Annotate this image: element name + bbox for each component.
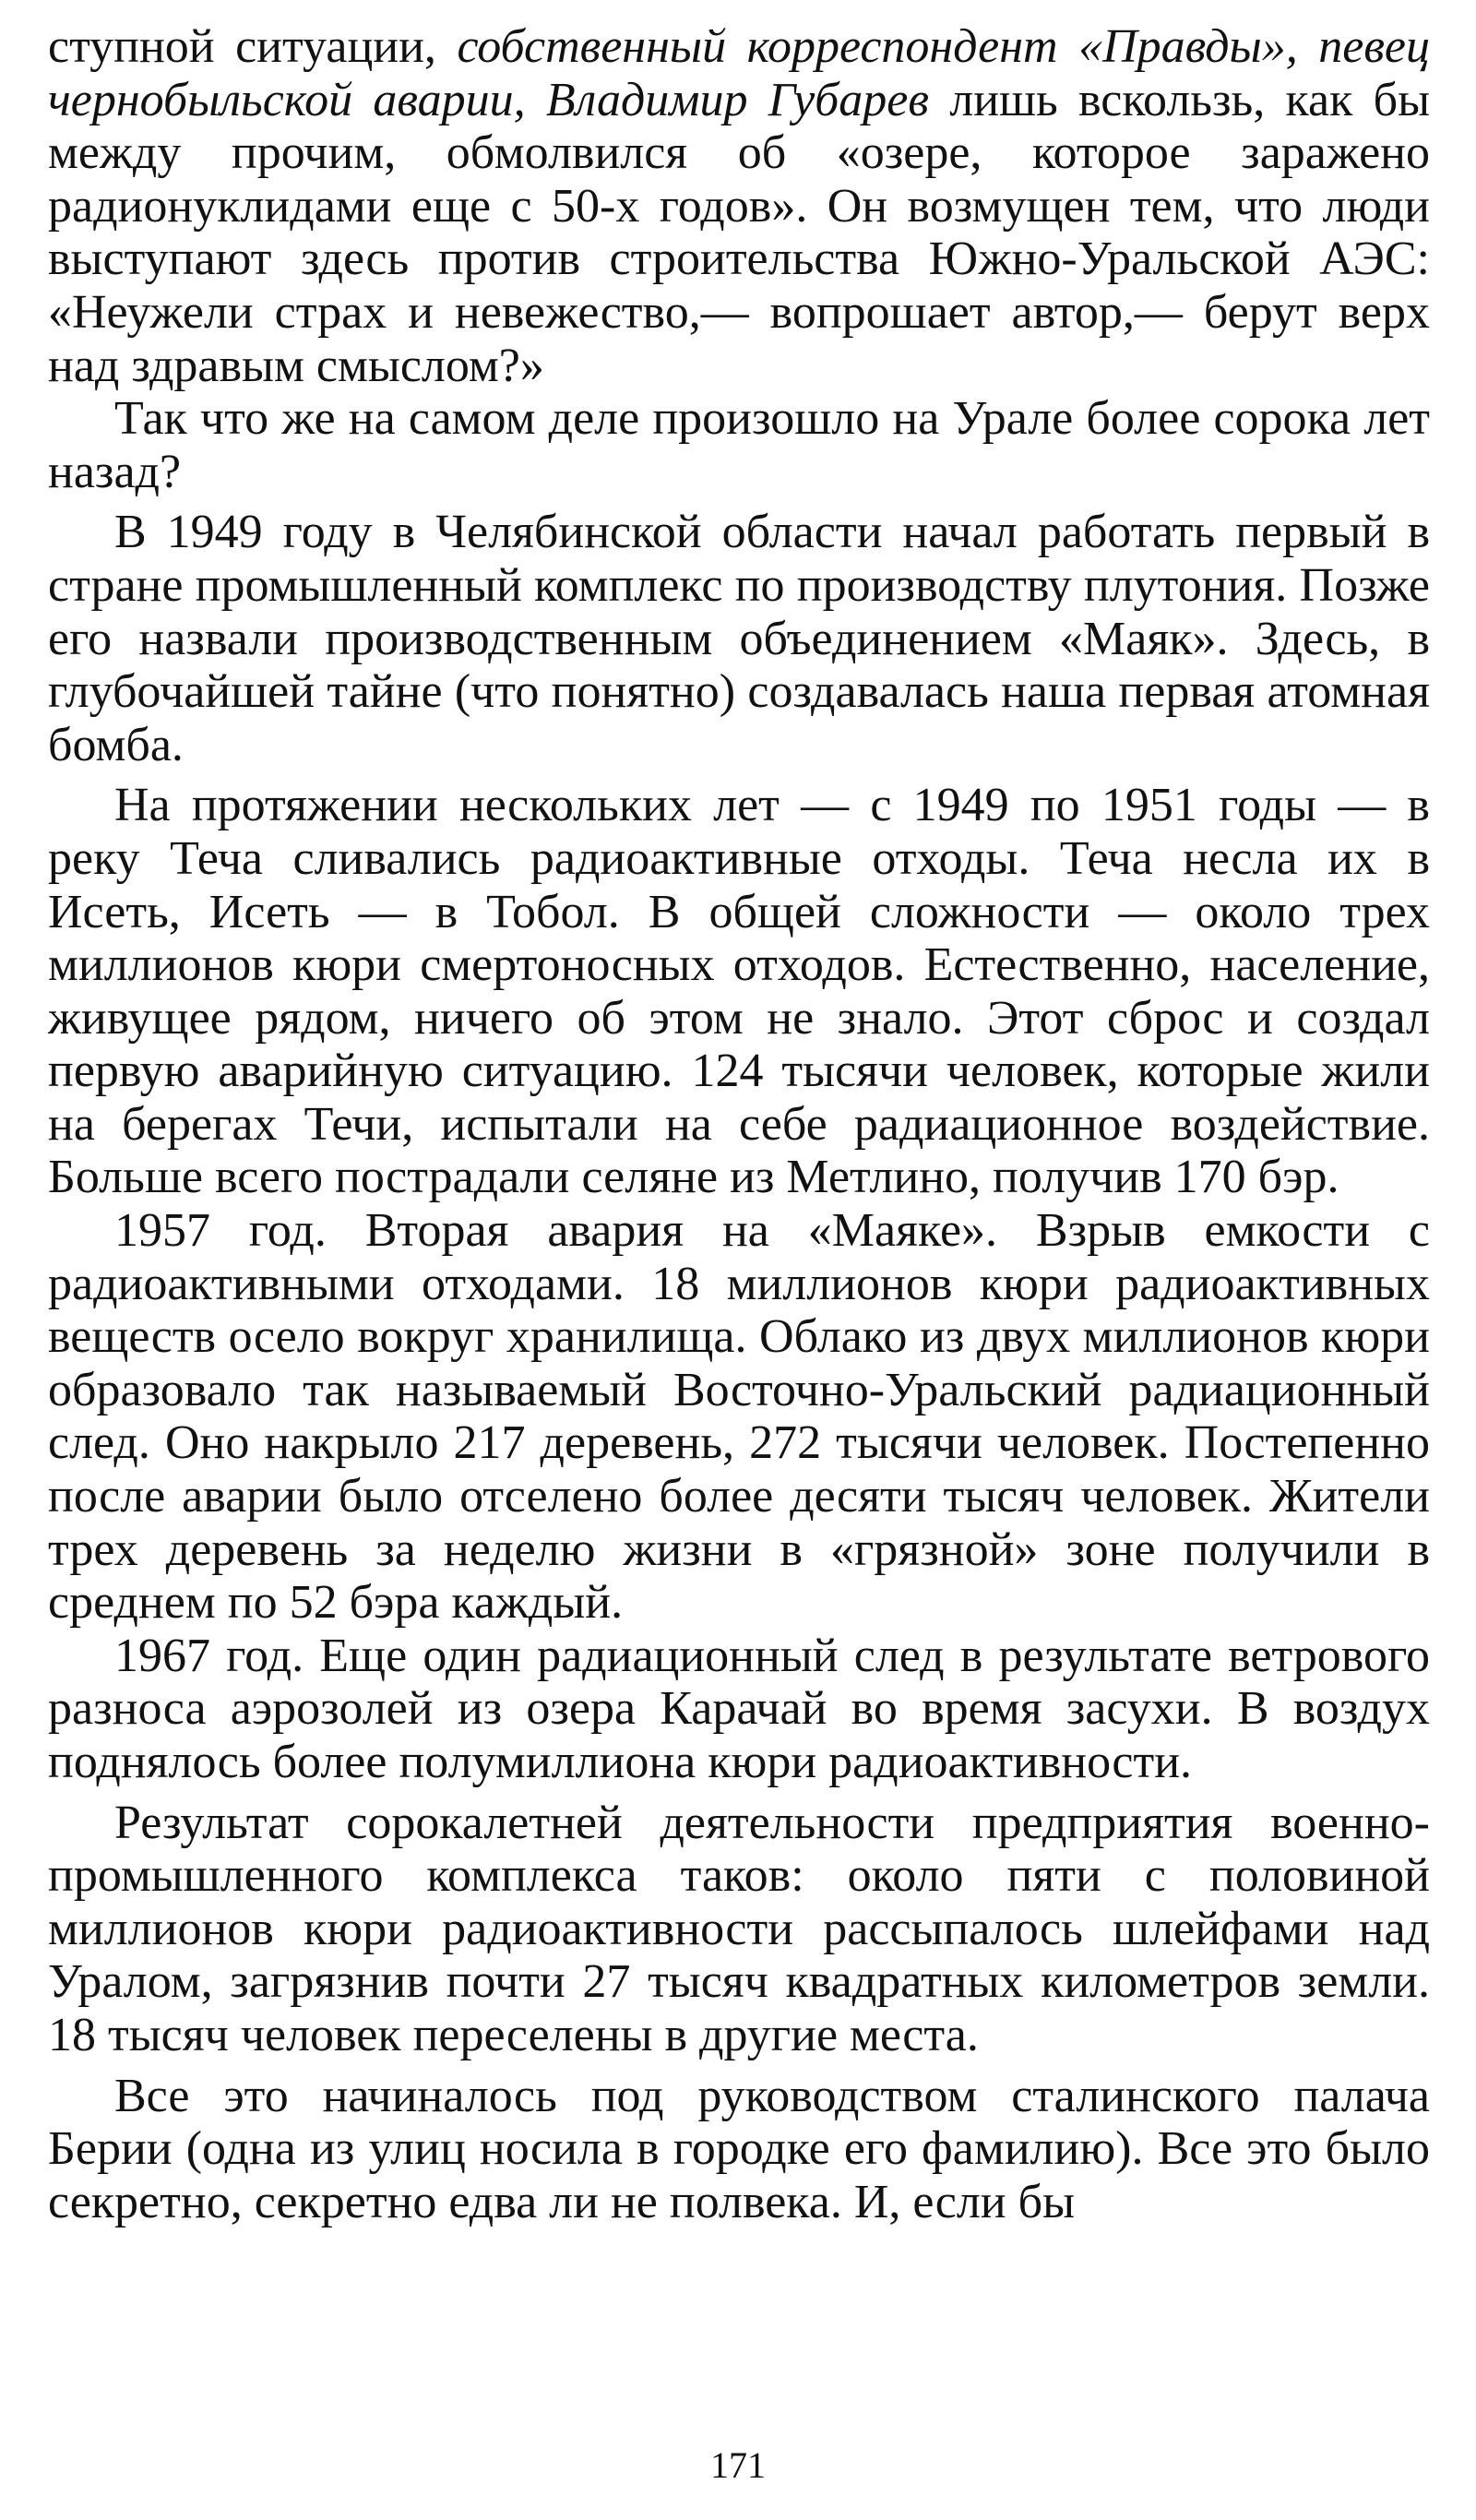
paragraph-1 <box>48 20 1430 392</box>
page-body <box>48 20 1430 2228</box>
paragraph-8: Все это начиналось под руководством сталинского палача Берии (одна из улиц носила в городке его фамилию). Все это было секретно, секретно едва ли не полвека. И, если бы <box>48 2069 1430 2228</box>
paragraph-2: Так что же на самом деле произошло на Урале более сорока лет назад? <box>48 392 1430 498</box>
paragraph-4: На протяжении нескольких лет — с 1949 по 1951 годы — в реку Теча сливались радиоактивные отходы. Теча несла их в Исеть, Исеть — в Тобол. В общей сложности — около трех миллионов кюри смертоносных отходов. Естественно, население, живущее рядом, ничего об этом не знало. Этот сброс и создал первую аварийную ситуацию. 124 тысячи человек, которые жили на берегах Течи, испытали на себе радиационное воздействие. Больше всего пострадали селяне из Метлино, получив 170 бэр. <box>48 779 1430 1204</box>
paragraph-5: 1957 год. Вторая авария на «Маяке». Взрыв емкости с радиоактивными отходами. 18 миллионов кюри радиоактивных веществ осело вокруг хранилища. Облако из двух миллионов кюри образовало так называемый Восточно-Уральский радиационный след. Оно накрыло 217 деревень, 272 тысячи человек. Постепенно после аварии было отселено более десяти тысяч человек. Жители трех деревень за неделю жизни в «грязной» зоне получили в среднем по 52 бэра каждый. <box>48 1204 1430 1630</box>
paragraph-3: В 1949 году в Челябинской области начал работать первый в стране промышленный комплекс по производству плутония. Позже его назвали производственным объединением «Маяк». Здесь, в глубочайшей тайне (что понятно) создавалась наша первая атомная бомба. <box>48 506 1430 771</box>
paragraph-1-part-3: лишь вскользь, как бы между прочим, обмолвился об «озере, которое заражено радионуклидами еще с 50-х годов». Он возмущен тем, что люди выступают здесь против строительства Южно-Уральской АЭС: «Неужели страх и невежество,— вопрошает автор,— берут верх над здравым смыслом?» <box>48 73 1431 392</box>
paragraph-1-part-1: ступной ситуации, <box>48 20 458 73</box>
page-number: 171 <box>710 2444 766 2486</box>
paragraph-7: Результат сорокалетней деятельности предприятия военно-промышленного комплекса таков: около пяти с половиной миллионов кюри радиоактивности рассыпалось шлейфами над Уралом, загрязнив почти 27 тысяч квадратных километров земли. 18 тысяч человек переселены в другие места. <box>48 1796 1430 2061</box>
paragraph-1-italic-author: собственный корреспондент «Правды», певец чернобыльской аварии, Владимир Губарев <box>48 20 1430 126</box>
paragraph-6: 1967 год. Еще один радиационный след в результате ветрового разноса аэрозолей из озера Карачай во время засухи. В воздух поднялось более полумиллиона кюри радиоактивности. <box>48 1629 1430 1788</box>
